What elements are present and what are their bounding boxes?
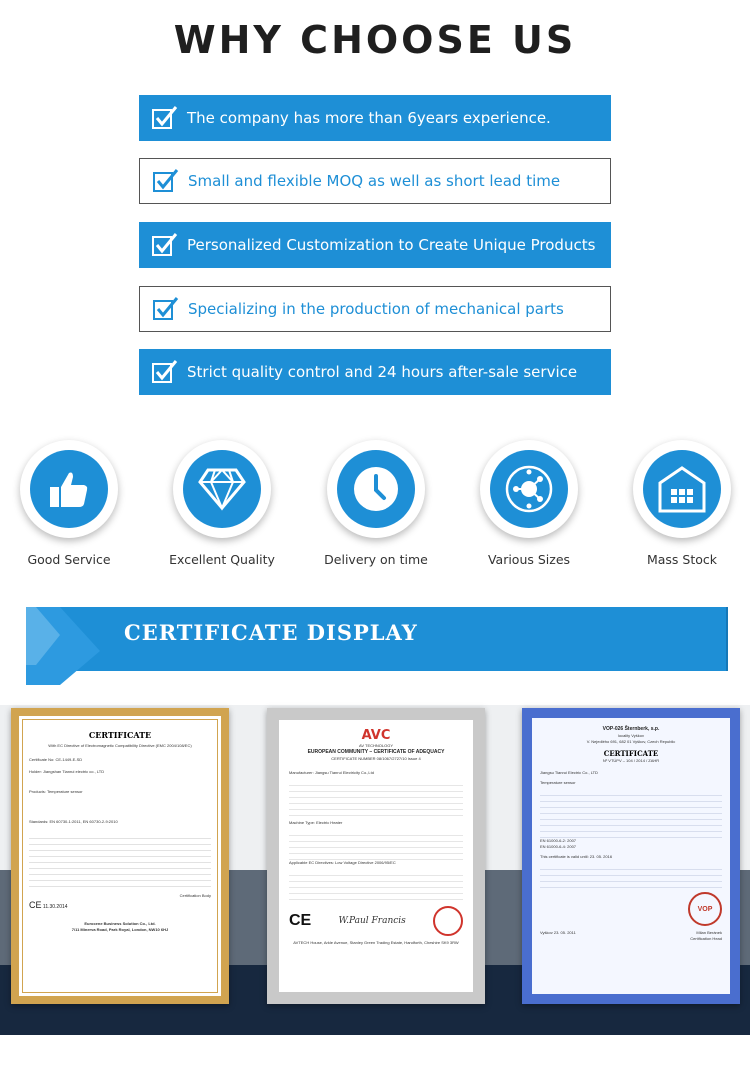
certificate-heading: CERTIFICATE: [603, 749, 659, 758]
certificate-banner: [26, 605, 730, 685]
avc-stamp: [433, 906, 463, 936]
thumbs-up-icon: [47, 467, 91, 511]
checkbox-check-icon: [152, 359, 178, 385]
checkbox-check-icon: [152, 105, 178, 131]
warehouse-icon: [657, 465, 707, 513]
certificate-heading: EUROPEAN COMMUNITY – CERTIFICATE OF ADEQUACY: [307, 749, 445, 755]
holder-label: Holder:: [29, 769, 42, 774]
certificate-date: 11.30.2014: [42, 904, 68, 910]
standards-label: Standards:: [29, 819, 49, 824]
feature-item-customization: [139, 222, 611, 268]
certificate-number: Nº VTÚPV – 104 / 2014 / ZAHR: [602, 758, 660, 763]
holder: Jiangshan Tianrui electric co., LTD: [43, 769, 105, 774]
feature-item-moq: [139, 158, 611, 204]
certificate-product: Temperature sensor: [540, 780, 576, 785]
feature-text: Small and flexible MOQ as well as short lead time: [188, 172, 561, 190]
certificate-issuer: Eurocene Business Solution Co., Ltd.: [84, 921, 156, 926]
service-various-sizes: [477, 440, 581, 567]
certificate-number: CERTIFICATE NUMBER 08/1067/2727/10 Issue 4: [331, 756, 421, 761]
certificate-standard: EN 61000-6-2: 2007: [540, 838, 577, 843]
certificate-signature: W.Paul Francis: [338, 916, 406, 926]
avc-logo: AVC: [361, 728, 391, 743]
avc-logo-subtitle: AV TECHNOLOGY: [358, 743, 394, 748]
certificate-image-vop: [522, 708, 740, 1004]
products-label: Products:: [29, 789, 46, 794]
service-good-service: [17, 440, 121, 567]
certificate-signature-label: Certification Body: [179, 893, 211, 898]
feature-item-experience: [139, 95, 611, 141]
service-label: Good Service: [27, 552, 111, 567]
certificate-applicant: Jiangsu Tianrui Electric Co., LTD: [540, 770, 598, 775]
feature-item-quality-control: [139, 349, 611, 395]
feature-item-mechanical-parts: [139, 286, 611, 332]
certificate-heading: CERTIFICATE: [88, 730, 152, 740]
certificate-image-emc: CERTIFICATE With EC Directive of Electromagnetic Compatibility Directive (EMC 2004/108/EC) Certificate No: CE-1449-E-SD Holder: Jiangshan Tianrui electric co., LTD Products: Temperature sensor Standards: EN 60730-1:2011, EN 60730-2-9:2010 Certification Body CE 11.30.2014 Eurocene Business Solution Co., Ltd. 7/11 Minerva Road, Park Royal, London, NW10 6HJ: [11, 708, 229, 1004]
certificate-validity: This certificate is valid until: 23. 05. 2016: [540, 854, 613, 859]
certificate-address: 7/11 Minerva Road, Park Royal, London, NW10 6HJ: [71, 927, 169, 932]
certificate-signer: Milan Beránek: [696, 930, 722, 935]
page-title: WHY CHOOSE US: [173, 18, 577, 62]
products: Temperature sensor: [46, 789, 83, 794]
checkbox-check-icon: [153, 168, 179, 194]
service-delivery-on-time: [324, 440, 428, 567]
service-mass-stock: [630, 440, 734, 567]
certificate-address: V. Nejedlého 691, 682 01 Vyškov, Czech Republic: [586, 739, 676, 744]
certificate-footer: AVTECH House, Arkle Avenue, Stanley Green Trading Estate, Handforth, Cheshire SK9 3RW: [293, 940, 459, 945]
manufacturer-label: Manufacturer:: [289, 770, 314, 775]
service-excellent-quality: [170, 440, 274, 567]
network-icon: [502, 462, 556, 516]
feature-text: Personalized Customization to Create Unique Products: [187, 236, 596, 254]
product-label: Machine Type:: [289, 820, 315, 825]
certificate-standard: EN 61000-6-4: 2007: [540, 844, 577, 849]
service-label: Mass Stock: [646, 552, 718, 567]
directive: Low Voltage Directive 2006/95/EC: [335, 860, 396, 865]
certificate-section-title: CERTIFICATE DISPLAY: [124, 620, 418, 645]
clock-icon: [349, 462, 403, 516]
certificate-subheading: With EC Directive of Electromagnetic Compatibility Directive (EMC 2004/108/EC): [48, 743, 192, 748]
certificate-subheader: locality Vyškov: [617, 733, 645, 738]
service-label: Various Sizes: [487, 552, 571, 567]
standards: EN 60730-1:2011, EN 60730-2-9:2010: [49, 819, 118, 824]
certificate-signer-role: Certification Head: [690, 936, 722, 941]
certificate-image-avc: AVC AV TECHNOLOGY EUROPEAN COMMUNITY – CERTIFICATE OF ADEQUACY CERTIFICATE NUMBER 08/1067/2727/10 Issue 4 Manufacturer: Jiangsu Tianrui Electricity Co.,Ltd Machine Type: Electric Heater Applicable EC Directives: Low Voltage Directive 2006/95/EC CE W.Paul Francis AVTECH House, Arkle Avenue, Stanley Green Trading Estate, Handforth, Cheshire SK9 3RW: [267, 708, 485, 1004]
service-label: Excellent Quality: [169, 552, 275, 567]
manufacturer: Jiangsu Tianrui Electricity Co.,Ltd: [314, 770, 374, 775]
checkbox-check-icon: [153, 296, 179, 322]
directive-label: Applicable EC Directives:: [289, 860, 334, 865]
cert-no-label: Certificate No:: [29, 757, 55, 762]
vop-stamp: VOP: [688, 892, 722, 926]
diamond-icon: [198, 467, 246, 511]
feature-text: Specializing in the production of mechanical parts: [188, 300, 564, 318]
product: Electric Heater: [316, 820, 343, 825]
cert-no: CE-1449-E-SD: [55, 757, 83, 762]
feature-text: Strict quality control and 24 hours after-sale service: [187, 363, 578, 381]
feature-text: The company has more than 6years experience.: [187, 109, 551, 127]
certificate-date: Vyškov 23. 05. 2011: [540, 930, 576, 935]
certificate-header: VOP-026 Šternberk, s.p.: [602, 726, 660, 732]
service-label: Delivery on time: [324, 552, 428, 567]
checkbox-check-icon: [152, 232, 178, 258]
